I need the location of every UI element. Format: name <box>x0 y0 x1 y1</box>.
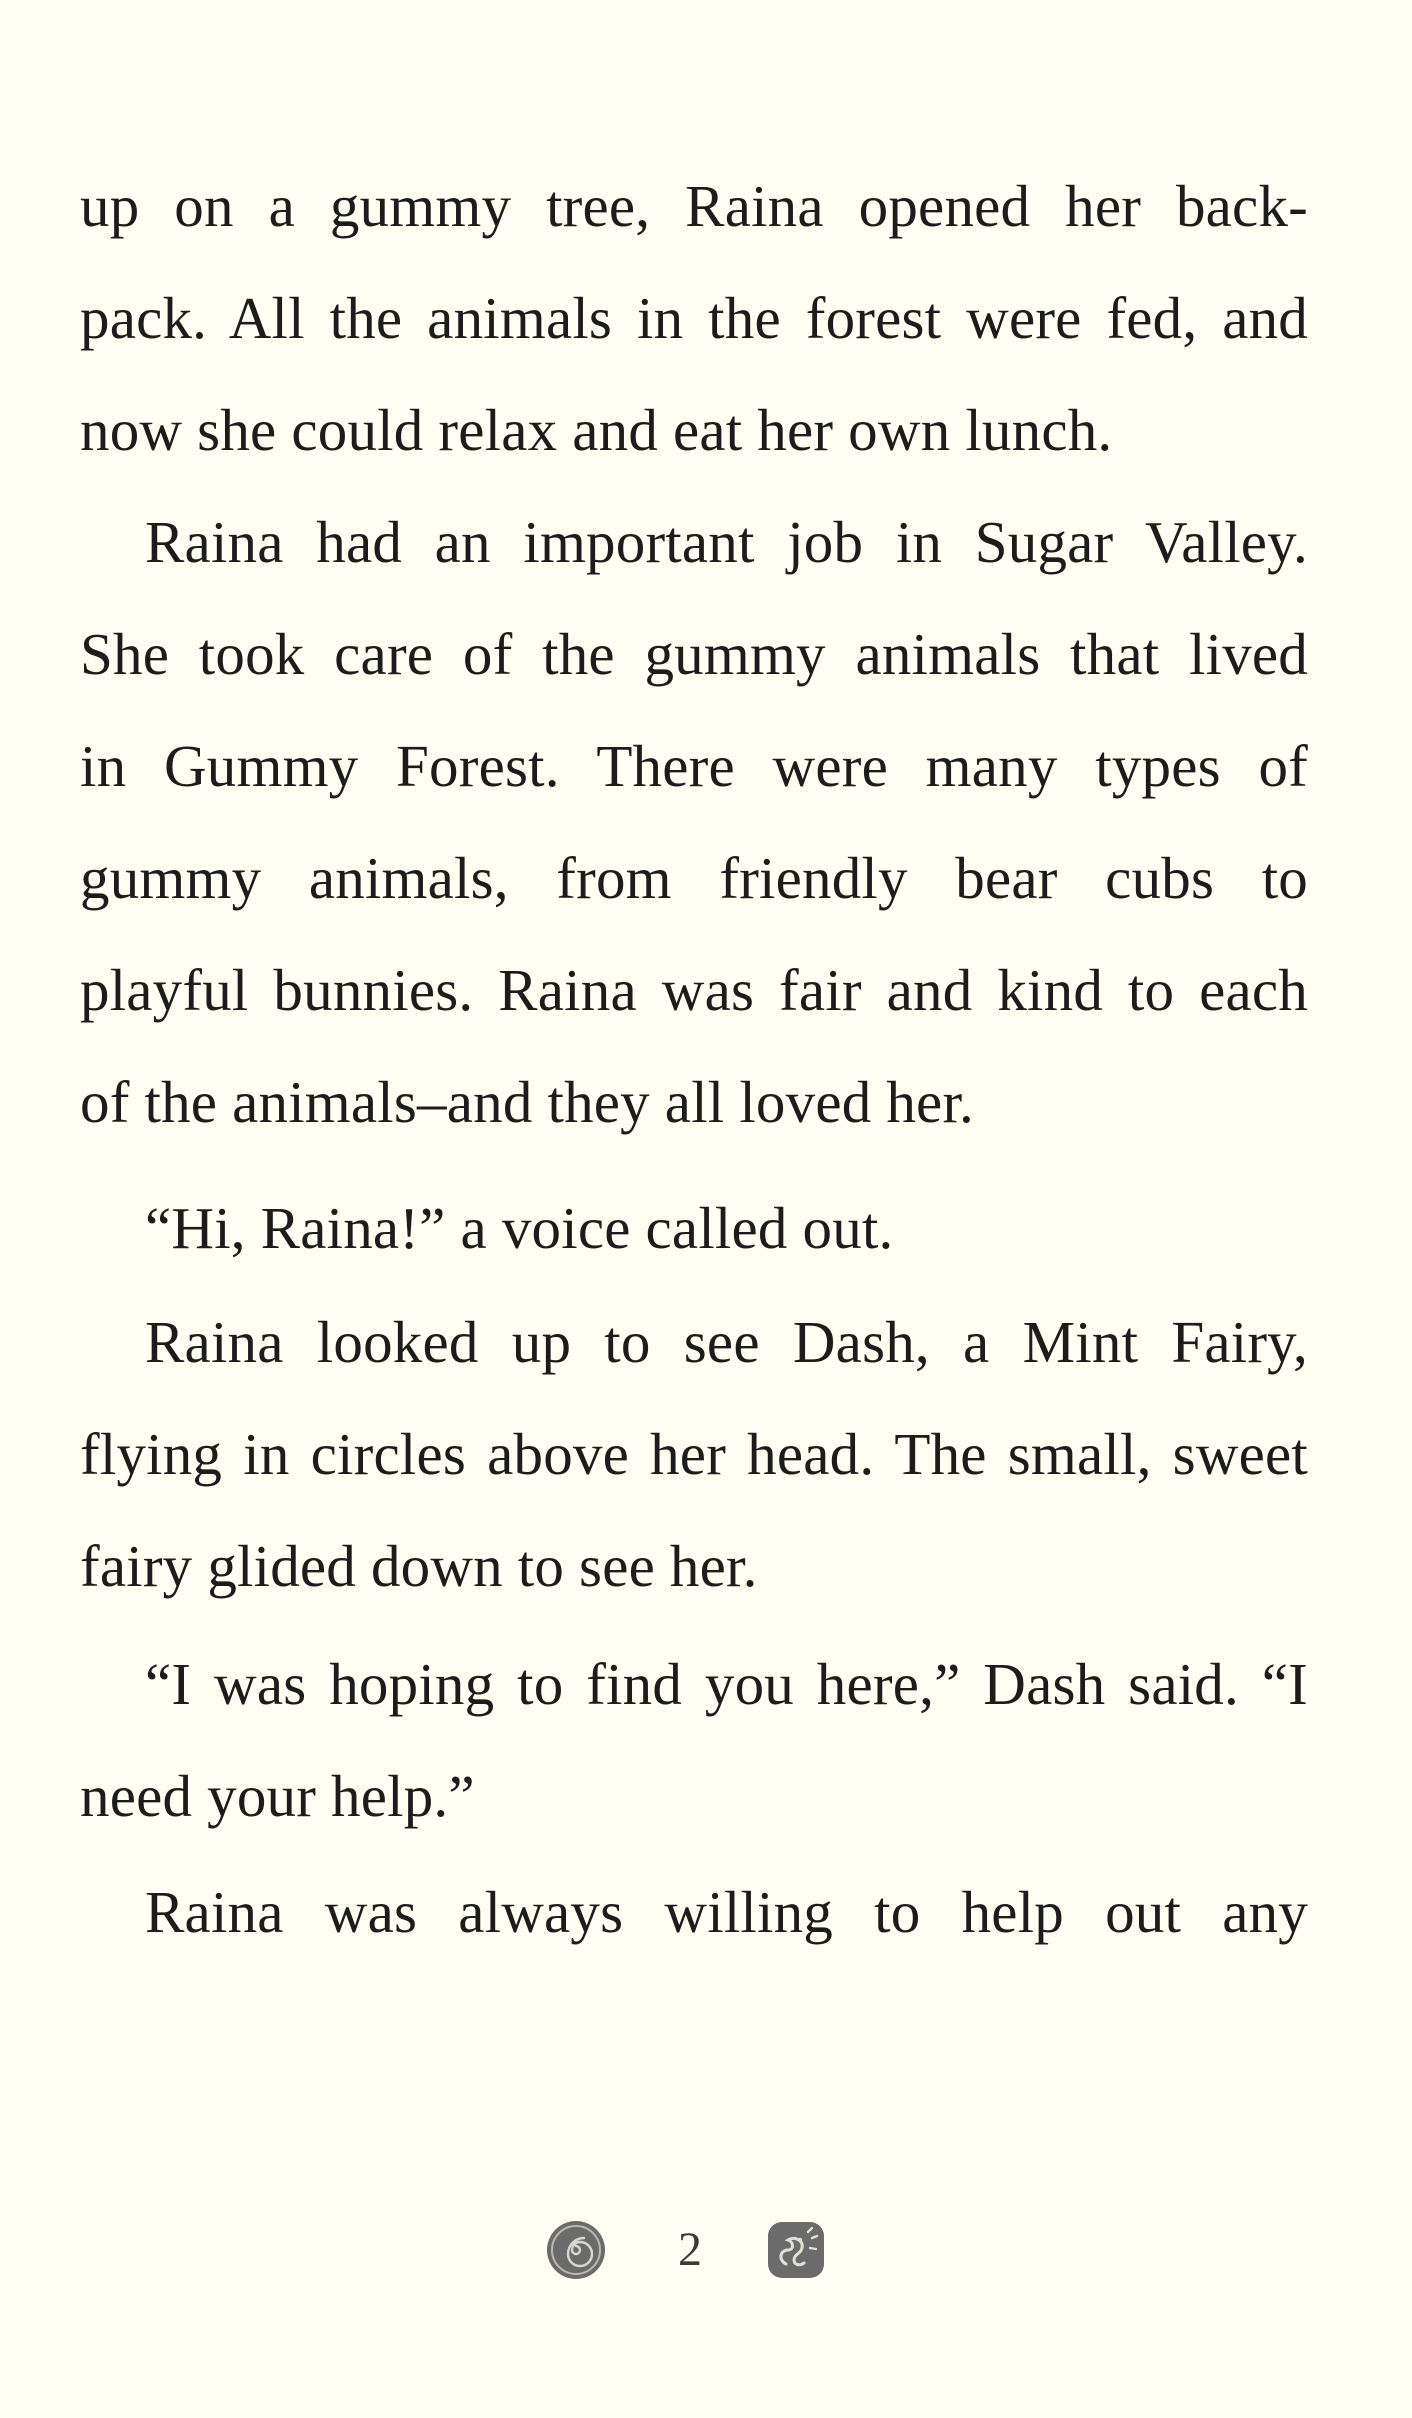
text-line: “Hi, Raina!” a voice called out. <box>145 1195 894 1261</box>
text-line: now she could relax and eat her own lunch. <box>80 397 1113 463</box>
page-number: 2 <box>678 2223 702 2276</box>
text-line: need your help.” <box>80 1763 475 1829</box>
swirl-medallion-icon <box>544 2218 608 2287</box>
text-line: “I was hoping to find you here,” Dash said. “I <box>145 1651 1308 1717</box>
text-line: Raina looked up to see Dash, a Mint Fairy, <box>145 1309 1308 1375</box>
text-line: in Gummy Forest. There were many types of <box>80 733 1308 799</box>
text-line: flying in circles above her head. The small, sweet <box>80 1421 1308 1487</box>
text-line: of the animals–and they all loved her. <box>80 1069 974 1135</box>
seahorse-medallion-icon <box>764 2218 828 2287</box>
text-line: She took care of the gummy animals that lived <box>80 621 1308 687</box>
page-footer <box>0 2210 1412 2300</box>
text-line: Raina was always willing to help out any <box>145 1879 1308 1945</box>
text-line: up on a gummy tree, Raina opened her back- <box>80 173 1308 239</box>
text-line: playful bunnies. Raina was fair and kind to each <box>80 957 1308 1023</box>
text-line: Raina had an important job in Sugar Valley. <box>145 509 1308 575</box>
text-line: gummy animals, from friendly bear cubs to <box>80 845 1308 911</box>
text-line: pack. All the animals in the forest were fed, and <box>80 285 1308 351</box>
text-line: fairy glided down to see her. <box>80 1533 758 1599</box>
